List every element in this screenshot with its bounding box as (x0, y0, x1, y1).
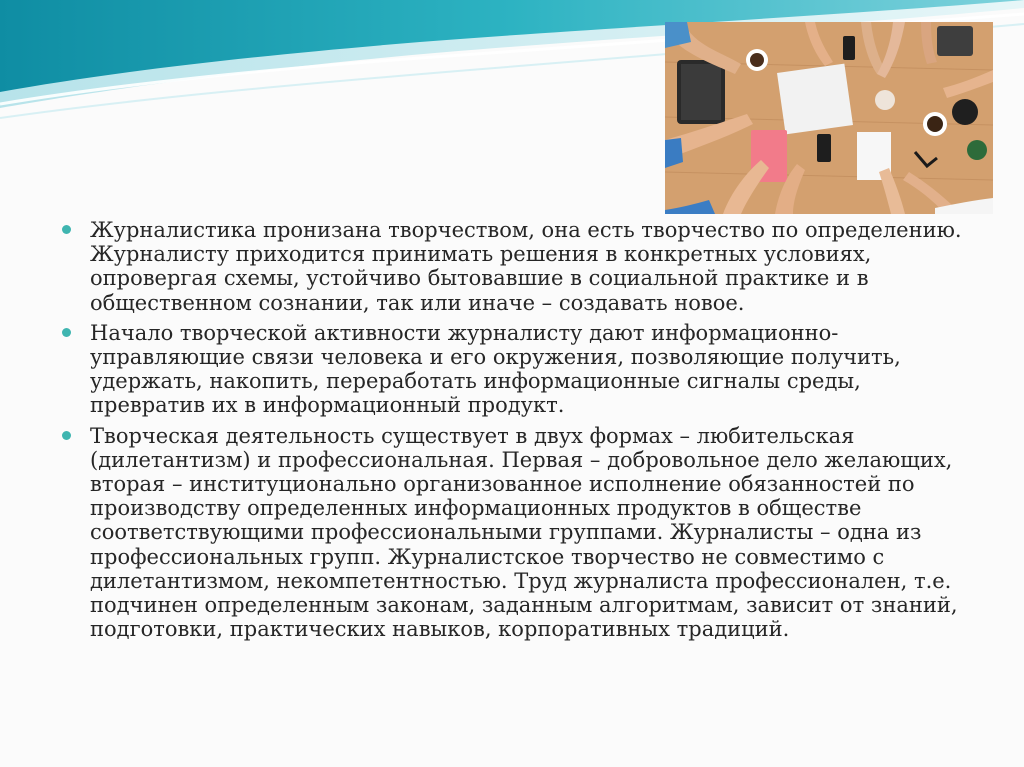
bullet-item (58, 321, 978, 418)
bullet-dot-icon (62, 225, 71, 234)
bullet-item (58, 424, 978, 642)
bullet-dot-icon (62, 431, 71, 440)
bullet-text: Начало творческой активности журналисту дают информационно-управляющие связи человека и его окружения, позволяющие получить, удержать, накопить, переработать информационные сигналы среды, превратив их в информационный продукт. (90, 320, 901, 418)
bullet-text: Творческая деятельность существует в двух формах – любительская (дилетантизм) и профессиональная. Первая – добровольное дело желающих, вторая – институционально организованное исполнение обязанностей по производству определенных информационных продуктов в обществе соответствующими профессиональными группами. Журналисты – одна из профессиональных групп. Журналистское творчество не совместимо с дилетантизмом, некомпетентностью. Труд журналиста профессионален, т.е. подчинен определенным законам, заданным алгоритмам, зависит от знаний, подготовки, практических навыков, корпоративных традиций. (90, 423, 958, 642)
team-meeting-photo (665, 22, 993, 214)
bullet-dot-icon (62, 328, 71, 337)
bullet-item (58, 218, 978, 315)
bullet-list (58, 218, 978, 647)
team-meeting-illustration (665, 22, 993, 214)
bullet-text: Журналистика пронизана творчеством, она есть творчество по определению. Журналисту приходится принимать решения в конкретных условиях, опровергая схемы, устойчиво бытовавшие в социальной практике и в общественном сознании, так или иначе – создавать новое. (90, 218, 962, 315)
